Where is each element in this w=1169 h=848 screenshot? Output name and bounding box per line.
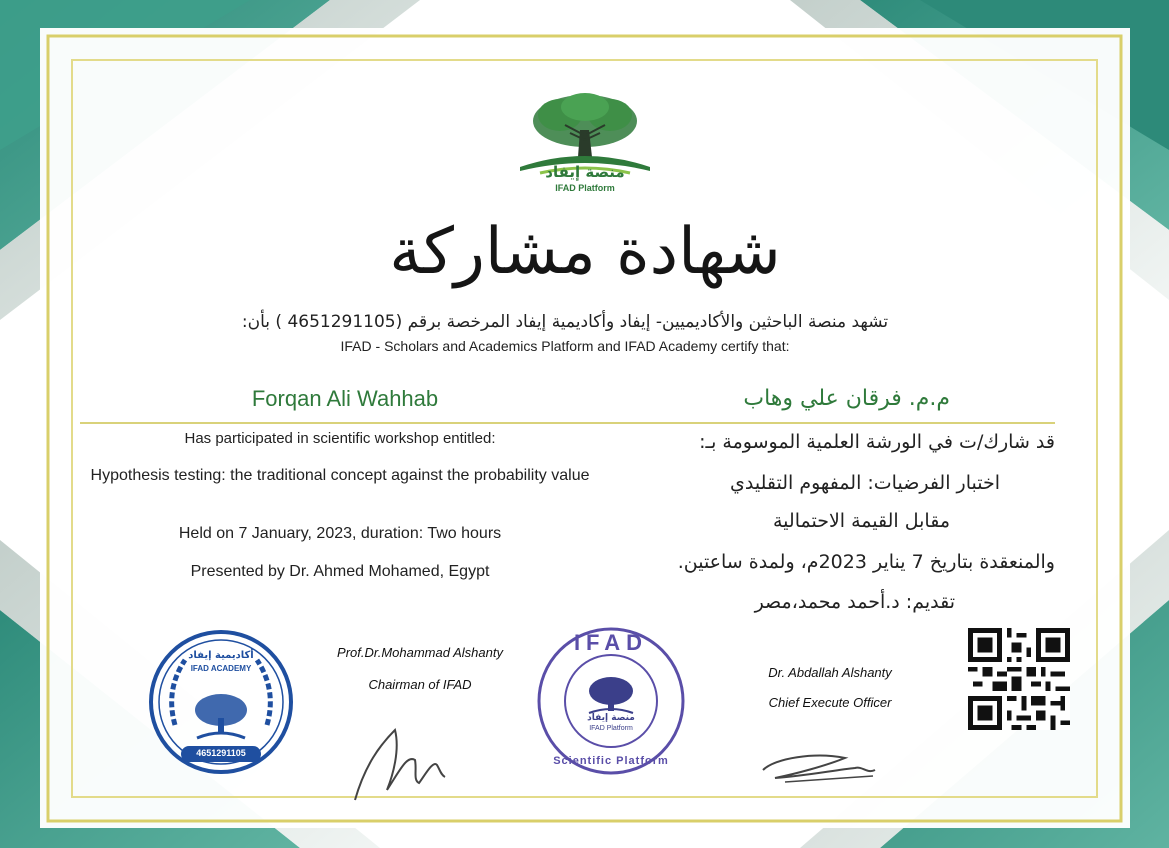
- signatory-1-role: Chairman of IFAD: [368, 677, 472, 692]
- platform-stamp-top-text: IFAD: [573, 630, 649, 655]
- workshop-topic-english: Hypothesis testing: the traditional concept against the probability value: [90, 467, 590, 484]
- certificate-title: شهادة مشاركة: [389, 215, 781, 289]
- certify-statement-arabic: تشهد منصة الباحثين والأكاديميين- إيفاد وأكاديمية إيفاد المرخصة برقم (4651291105 ) بأن:: [241, 312, 889, 332]
- qr-code-icon: [968, 628, 1070, 730]
- academy-seal-name-english: IFAD ACADEMY: [190, 664, 252, 673]
- signature-2-icon: [755, 740, 885, 790]
- participant-name-arabic: م.م. فرقان علي وهاب: [743, 386, 950, 411]
- participated-text-english: Has participated in scientific workshop entitled:: [184, 430, 496, 447]
- logo-name-english: IFAD Platform: [555, 183, 615, 193]
- name-divider: [80, 422, 1055, 424]
- workshop-topic-arabic-line1: اختبار الفرضيات: المفهوم التقليدي: [730, 472, 1000, 494]
- participated-text-arabic: قد شارك/ت في الورشة العلمية الموسومة بـ:: [699, 431, 1055, 453]
- held-date-english: Held on 7 January, 2023, duration: Two hours: [178, 525, 502, 542]
- certify-statement-english: IFAD - Scholars and Academics Platform and IFAD Academy certify that:: [340, 338, 790, 354]
- academy-seal-name-arabic: أكاديمية إيفاد: [188, 650, 254, 661]
- workshop-topic-arabic-line2: مقابل القيمة الاحتمالية: [773, 510, 950, 532]
- presenter-english: Presented by Dr. Ahmed Mohamed, Egypt: [190, 563, 490, 580]
- held-date-arabic: والمنعقدة بتاريخ 7 يناير 2023م، ولمدة ساعتين.: [677, 551, 1055, 573]
- platform-stamp-ring-text: Scientific Platform: [553, 755, 669, 767]
- platform-stamp-name-english: IFAD Platform: [589, 725, 633, 732]
- participant-name-english: Forqan Ali Wahhab: [251, 386, 439, 411]
- platform-stamp-name-arabic: منصة إيفاد: [587, 713, 635, 723]
- signatory-1-name: Prof.Dr.Mohammad Alshanty: [337, 645, 503, 660]
- presenter-arabic: تقديم: د.أحمد محمد،مصر: [754, 591, 955, 613]
- signature-1-icon: [345, 705, 465, 805]
- signatory-2-name: Dr. Abdallah Alshanty: [768, 665, 892, 680]
- academy-seal-number: 4651291105: [196, 748, 246, 758]
- signatory-2-role: Chief Execute Officer: [768, 695, 892, 710]
- logo-name-arabic: منصة إيفاد: [545, 163, 625, 181]
